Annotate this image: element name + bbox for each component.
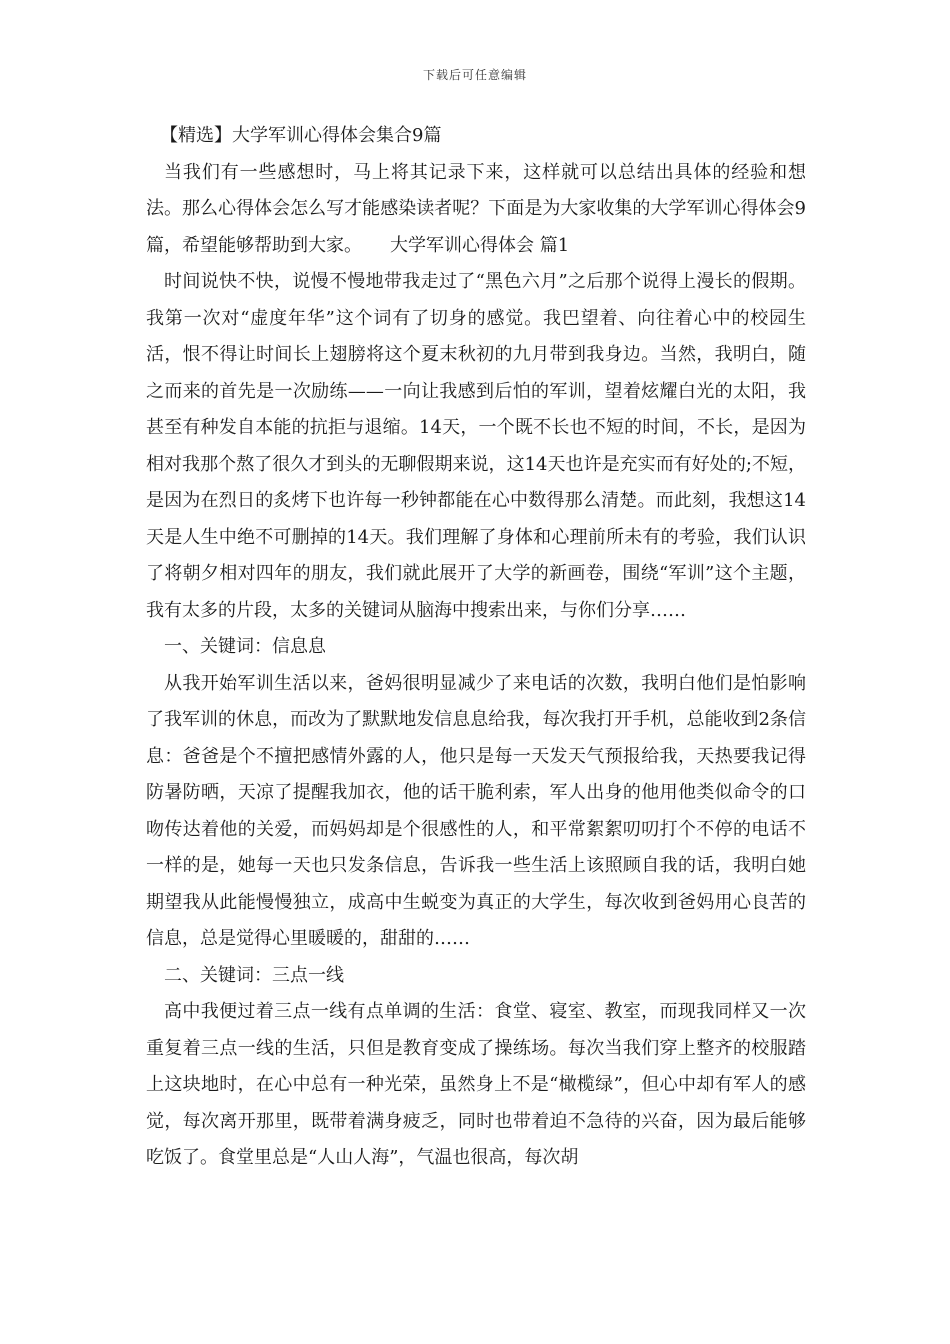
- document-body: [146, 118, 806, 1177]
- intro-text: 当我们有一些感想时，马上将其记录下来，这样就可以总结出具体的经验和想法。那么心得体会怎么写才能感染读者呢？下面是为大家收集的大学军训心得体会9篇，希望能够帮助到大家。: [146, 161, 806, 256]
- paragraph-2: 从我开始军训生活以来，爸妈很明显减少了来电话的次数，我明白他们是怕影响了我军训的休息，而改为了默默地发信息息给我，每次我打开手机，总能收到2条信息：爸爸是个不擅把感情外露的人，他只是每一天发天气预报给我，天热要我记得防暑防晒，天凉了提醒我加衣，他的话干脆利索，军人出身的他用他类似命令的口吻传达着他的关爱，而妈妈却是个很感性的人，和平常絮絮叨叨打个不停的电话不一样的是，她每一天也只发条信息，告诉我一些生活上该照顾自我的话，我明白她期望我从此能慢慢独立，成高中生蜕变为真正的大学生，每次收到爸妈用心良苦的信息，总是觉得心里暖暖的，甜甜的……: [146, 672, 806, 949]
- section-title: 大学军训心得体会 篇1: [390, 234, 570, 256]
- paragraph-1: 时间说快不快，说慢不慢地带我走过了“黑色六月”之后那个说得上漫长的假期。我第一次对“虚度年华”这个词有了切身的感觉。我巴望着、向往着心中的校园生活，恨不得让时间长上翅膀将这个夏末秋初的九月带到我身边。当然，我明白，随之而来的首先是一次励练——一向让我感到后怕的军训，望着炫耀白光的太阳，我甚至有种发自本能的抗拒与退缩。14天，一个既不长也不短的时间，不长，是因为相对我那个熬了很久才到头的无聊假期来说，这14天也许是充实而有好处的;不短，是因为在烈日的炙烤下也许每一秒钟都能在心中数得那么清楚。而此刻，我想这14天是人生中绝不可删掉的14天。我们理解了身体和心理前所未有的考验，我们认识了将朝夕相对四年的朋友，我们就此展开了大学的新画卷，围绕“军训”这个主题，我有太多的片段，太多的关键词从脑海中搜索出来，与你们分享……: [146, 271, 806, 621]
- heading-2: 二、关键词：三点一线: [164, 964, 344, 986]
- intro-paragraph: [146, 155, 806, 265]
- heading-1: 一、关键词：信息息: [164, 636, 326, 657]
- document-title: 【精选】大学军训心得体会集合9篇: [160, 125, 442, 146]
- header-note: 下载后可任意编辑: [422, 68, 527, 82]
- paragraph-3: 高中我便过着三点一线有点单调的生活：食堂、寝室、教室，而现我同样又一次重复着三点一线的生活，只但是教育变成了操练场。每次当我们穿上整齐的校服踏上这块地时，在心中总有一种光荣，虽然身上不是“橄榄绿”，但心中却有军人的感觉，每次离开那里，既带着满身疲乏，同时也带着迫不急待的兴奋，因为最后能够吃饭了。食堂里总是“人山人海”，气温也很高，每次胡: [146, 1001, 806, 1168]
